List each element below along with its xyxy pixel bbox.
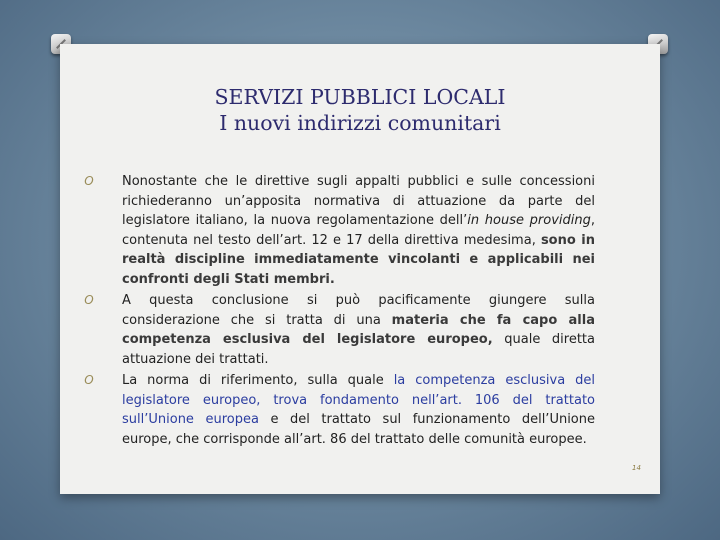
bullet-item	[82, 172, 595, 289]
bullet-marker-icon: O	[84, 373, 94, 387]
title-line-2: I nuovi indirizzi comunitari	[219, 111, 501, 135]
bullet-item	[82, 291, 595, 369]
bullet-marker-icon: O	[84, 174, 94, 188]
bullet-text: A questa conclusione si può pacificamente giungere sulla considerazione che si tratta di una materia che fa capo alla competenza esclusiva del legislatore europeo, quale diretta attuazione dei trattati.	[122, 293, 595, 367]
emphasis-blue: la competenza esclusiva del legislatore europeo, trova fondamento nell’art. 106 del trattato sull’Unione europea	[122, 373, 595, 427]
bullet-item	[82, 371, 595, 449]
page-number: 14	[632, 464, 641, 472]
emphasis-bold: sono in realtà discipline immediatamente vincolanti e applicabili nei confronti degli Stati membri.	[122, 232, 596, 287]
bullet-text: La norma di riferimento, sulla quale la competenza esclusiva del legislatore europeo, trova fondamento nell’art. 106 del trattato sull’Unione europea e del trattato sul funzionamento dell’Unione europe, che corrisponde all’art. 86 del trattato delle comunità europee.	[122, 373, 595, 447]
emphasis-bold: materia che fa capo alla competenza esclusiva del legislatore europeo,	[122, 312, 595, 347]
bullet-list	[82, 172, 595, 451]
title-line-1: SERVIZI PUBBLICI LOCALI	[214, 85, 506, 109]
bullet-marker-icon: O	[84, 293, 94, 307]
bullet-text: Nonostante che le direttive sugli appalti pubblici e sulle concessioni richiederanno un’apposita normativa di attuazione da parte del legislatore italiano, la nuova regolamentazione dell’in house providing, contenuta nel testo dell’art. 12 e 17 della direttiva medesima, sono in realtà discipline immediatamente vincolanti e applicabili nei confronti degli Stati membri.	[122, 174, 596, 287]
slide-sheet	[60, 44, 660, 494]
slide-title	[60, 84, 660, 136]
emphasis-italic: in house providing	[467, 213, 591, 228]
